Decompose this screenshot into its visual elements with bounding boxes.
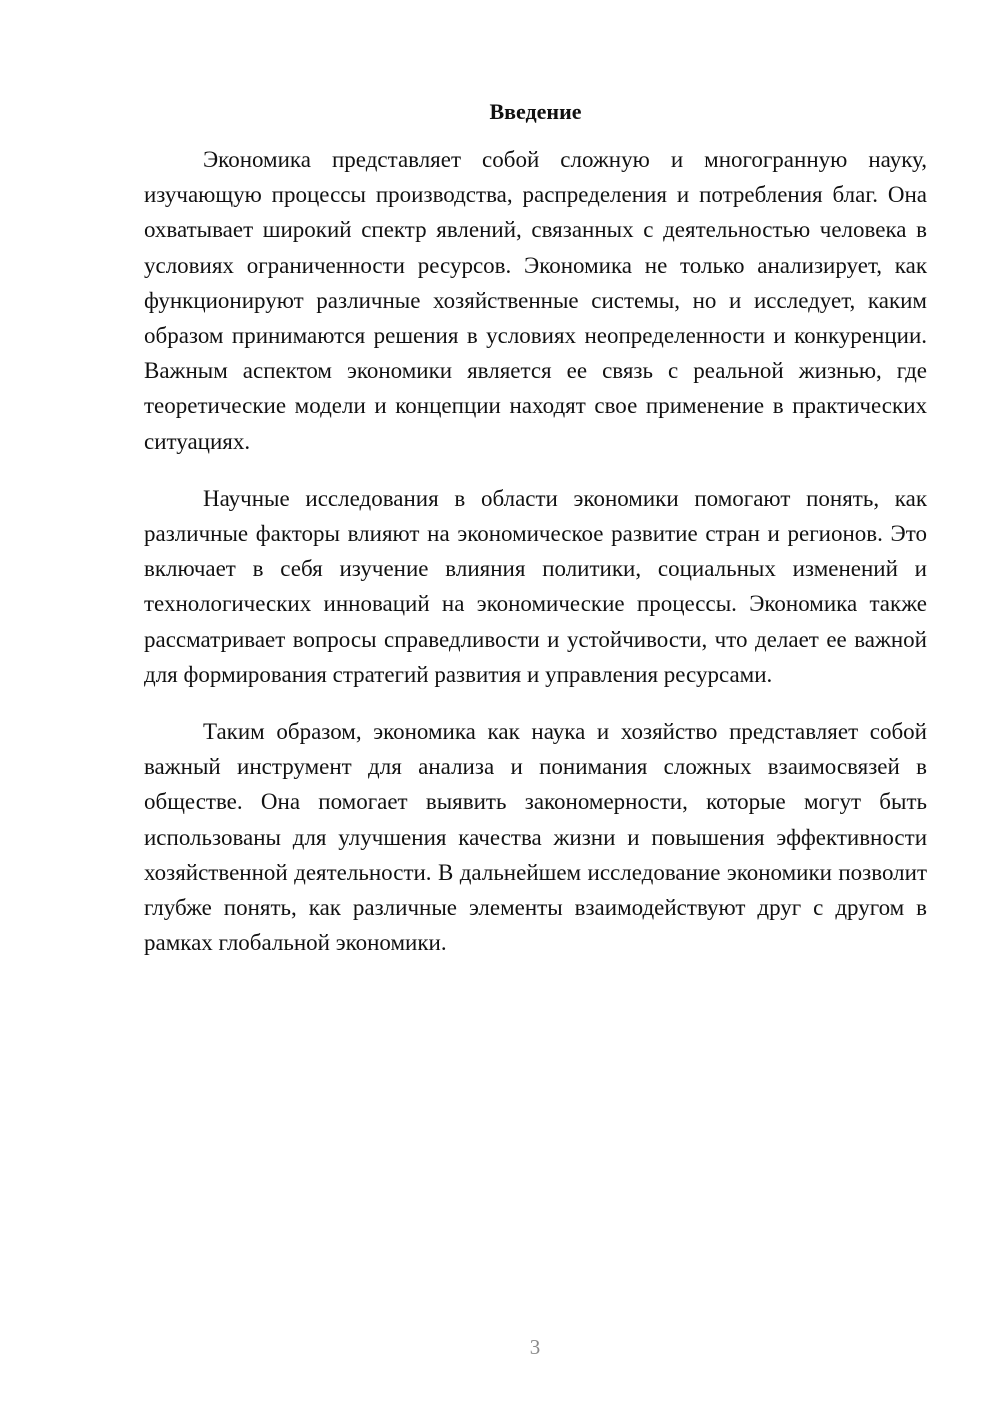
body-text [144,142,927,982]
paragraph-2: Научные исследования в области экономики помогают понять, как различные факторы влияют на экономическое развитие стран и регионов. Это включает в себя изучение влияния политики, социальных изменений и технологических инноваций на экономические процессы. Экономика также рассматривает вопросы справедливости и устойчивости, что делает ее важной для формирования стратегий развития и управления ресурсами. [144,485,927,687]
page-number: 3 [529,1335,541,1359]
paragraph-3: Таким образом, экономика как наука и хозяйство представляет собой важный инструмент для анализа и понимания сложных взаимосвязей в обществе. Она помогает выявить закономерности, которые могут быть использованы для улучшения качества жизни и повышения эффективности хозяйственной деятельности. В дальнейшем исследование экономики позволит глубже понять, как различные элементы взаимодействуют друг с другом в рамках глобальной экономики. [144,719,927,956]
section-title: Введение [489,99,582,124]
paragraph-1: Экономика представляет собой сложную и многогранную науку, изучающую процессы производства, распределения и потребления благ. Она охватывает широкий спектр явлений, связанных с деятельностью человека в условиях ограниченности ресурсов. Экономика не только анализирует, как функционируют различные хозяйственные системы, но и исследует, каким образом принимаются решения в условиях неопределенности и конкуренции. Важным аспектом экономики является ее связь с реальной жизнью, где теоретические модели и концепции находят свое применение в практических ситуациях. [144,147,927,454]
